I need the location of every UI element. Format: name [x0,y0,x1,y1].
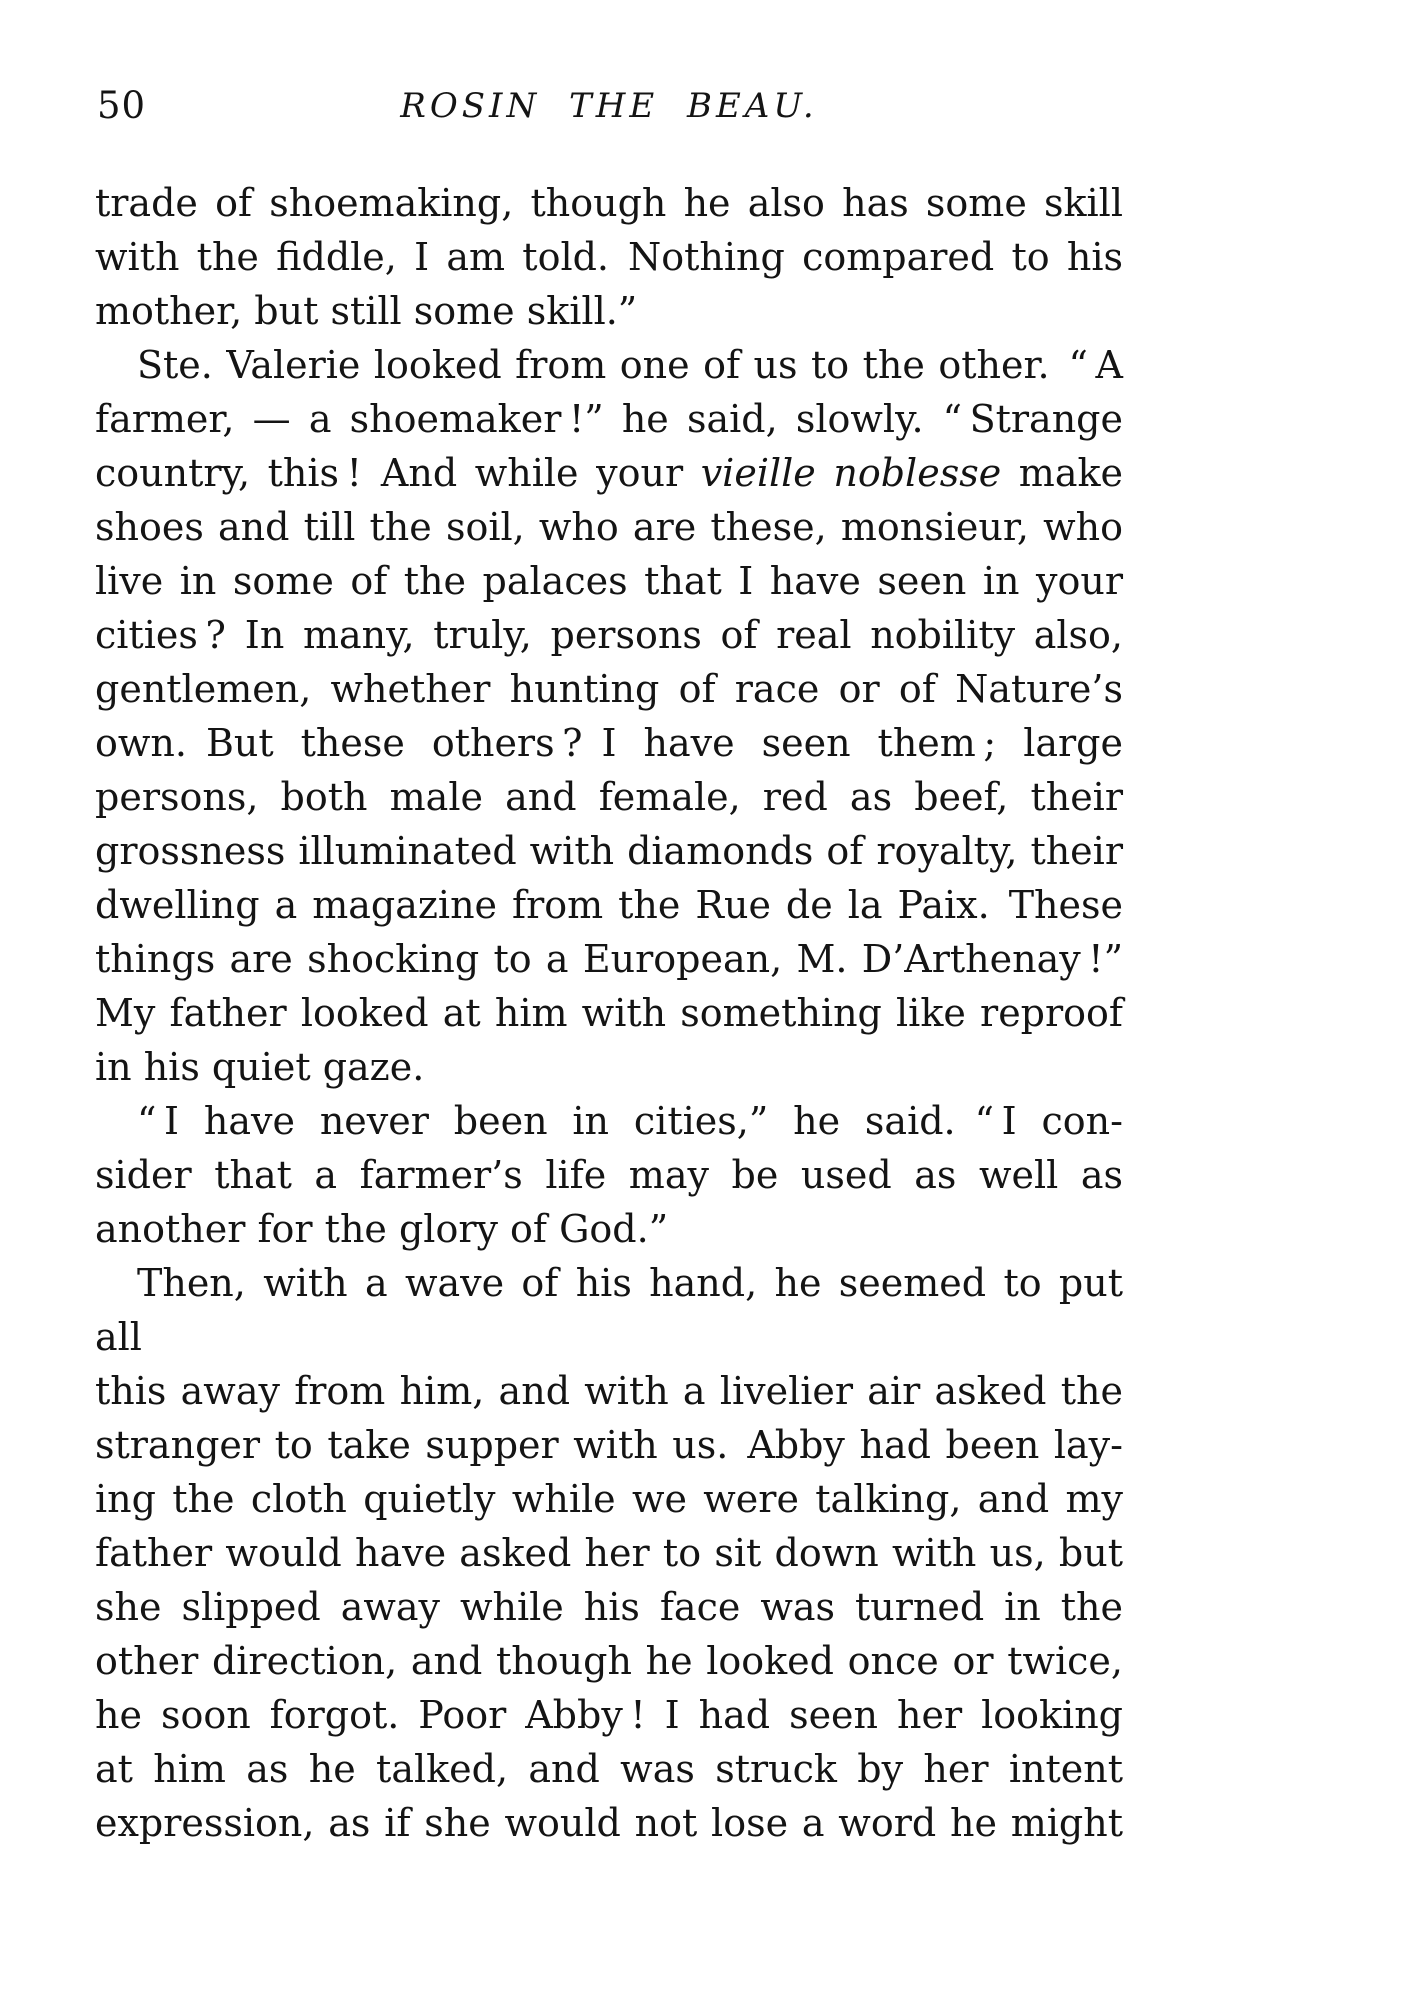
page-text [95,176,1123,1850]
text-line: gentlemen, whether hunting of race or of Nature’s [95,667,1123,711]
text-line: own. But these others ? I have seen them ; large [95,721,1123,765]
text-line: mother, but still some skill.” [95,289,638,333]
paragraph-1 [95,176,1123,338]
text-line: cities ? In many, truly, persons of real nobility also, [95,613,1123,657]
text-line: things are shocking to a European, M. D’Arthenay !” [95,937,1123,981]
text-line: at him as he talked, and was struck by her intent [95,1747,1123,1791]
text-line: in his quiet gaze. [95,1045,425,1089]
text-line: Then, with a wave of his hand, he seemed to put all [95,1261,1123,1359]
text-line: she slipped away while his face was turned in the [95,1585,1123,1629]
text-segment: country, this ! And while your [95,451,701,495]
text-line: sider that a farmer’s life may be used as well as [95,1153,1123,1197]
text-line: My father looked at him with something like reproof [95,991,1123,1035]
text-line: dwelling a magazine from the Rue de la Paix. These [95,883,1123,927]
text-line: “ I have never been in cities,” he said. “ I con- [137,1099,1123,1143]
text-line: another for the glory of God.” [95,1207,669,1251]
text-line: live in some of the palaces that I have seen in your [95,559,1123,603]
text-segment: make [1001,451,1123,495]
text-line: stranger to take supper with us. Abby had been lay- [95,1423,1123,1467]
text-line: trade of shoemaking, though he also has some skill [95,181,1123,225]
text-line: Ste. Valerie looked from one of us to the other. “ A [137,343,1123,387]
page-number: 50 [97,84,147,127]
text-line: expression, as if she would not lose a word he might [95,1801,1123,1845]
text-line: grossness illuminated with diamonds of royalty, their [95,829,1123,873]
text-segment-italic: vieille noblesse [700,451,1002,495]
paragraph-2 [95,338,1123,1094]
text-line: other direction, and though he looked once or twice, [95,1639,1123,1683]
paragraph-4 [95,1256,1123,1850]
text-line: father would have asked her to sit down with us, but [95,1531,1123,1575]
text-line: shoes and till the soil, who are these, monsieur, who [95,505,1123,549]
paragraph-3 [95,1094,1123,1256]
text-line: with the fiddle, I am told. Nothing compared to his [95,235,1123,279]
text-line: persons, both male and female, red as beef, their [95,775,1123,819]
running-head [95,82,1123,128]
text-line: farmer, — a shoemaker !” he said, slowly. “ Strange [95,397,1123,441]
text-line: this away from him, and with a livelier air asked the [95,1369,1123,1413]
running-title: ROSIN THE BEAU. [400,86,818,126]
text-line: ing the cloth quietly while we were talking, and my [95,1477,1123,1521]
text-line [95,446,1123,500]
text-line: he soon forgot. Poor Abby ! I had seen her looking [95,1693,1123,1737]
